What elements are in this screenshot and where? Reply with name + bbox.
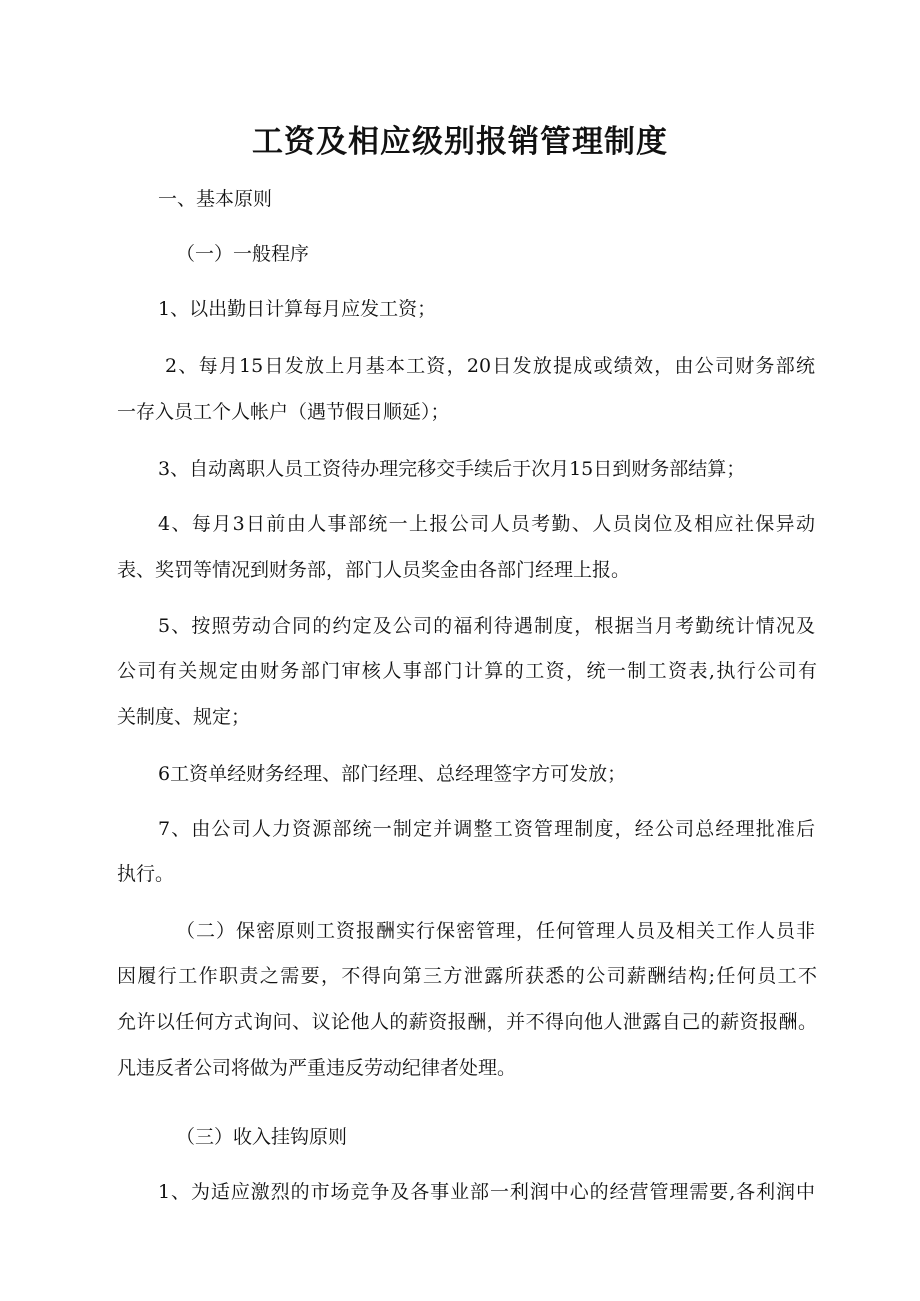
paragraph-line: 凡违反者公司将做为严重违反劳动纪律者处理。 [117, 1057, 517, 1079]
paragraph-line: 关制度、规定； [117, 706, 251, 728]
paragraph-line: 公司有关规定由财务部门审核人事部门计算的工资，统一制工资表,执行公司有 [117, 660, 817, 682]
paragraph-line: 一存入员工个人帐户（遇节假日顺延）； [117, 401, 450, 423]
paragraph-line: 2、每月15日发放上月基本工资，20日发放提成或绩效，由公司财务部统 [165, 355, 815, 377]
section-heading-basic-principles: 一、基本原则 [158, 188, 273, 210]
paragraph-line: 5、按照劳动合同的约定及公司的福利待遇制度，根据当月考勤统计情况及 [158, 615, 815, 637]
document-title: 工资及相应级别报销管理制度 [252, 124, 668, 160]
paragraph-line: 4、每月3日前由人事部统一上报公司人员考勤、人员岗位及相应社保异动 [158, 513, 815, 535]
subsection-heading-general-procedure: （一）一般程序 [176, 243, 310, 265]
paragraph-line: 1、为适应激烈的市场竞争及各事业部一利润中心的经营管理需要,各利润中 [158, 1181, 815, 1203]
paragraph-line: 表、奖罚等情况到财务部，部门人员奖金由各部门经理上报。 [117, 559, 631, 581]
paragraph-line: 因履行工作职责之需要，不得向第三方泄露所获悉的公司薪酬结构;任何员工不 [117, 965, 817, 987]
paragraph-line: 3、自动离职人员工资待办理完移交手续后于次月15日到财务部结算； [158, 458, 746, 480]
paragraph-line: 执行。 [117, 863, 175, 885]
paragraph-line: 1、以出勤日计算每月应发工资； [158, 298, 437, 320]
subsection-heading-income-linkage: （三）收入挂钩原则 [176, 1126, 348, 1148]
paragraph-line: 6工资单经财务经理、部门经理、总经理签字方可发放； [158, 763, 627, 785]
paragraph-line: 7、由公司人力资源部统一制定并调整工资管理制度，经公司总经理批准后 [158, 818, 815, 840]
paragraph-line: 允许以任何方式询问、议论他人的薪资报酬，并不得向他人泄露自己的薪资报酬。 [117, 1011, 817, 1033]
paragraph-line: （二）保密原则工资报酬实行保密管理，任何管理人员及相关工作人员非 [176, 920, 815, 942]
